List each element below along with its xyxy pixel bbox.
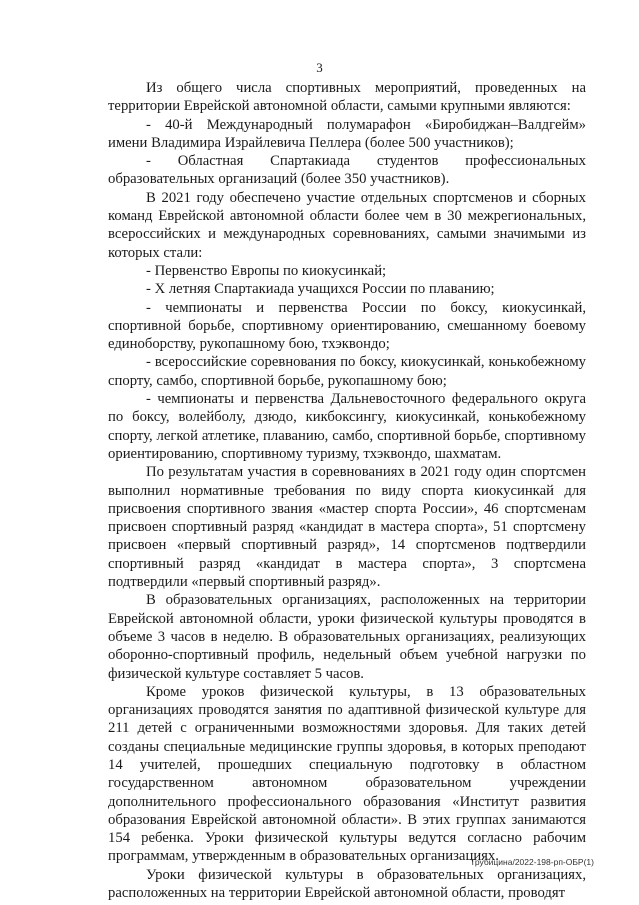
list-item: - Областная Спартакиада студентов профессиональных образовательных организаций (более 350 участников). [108, 153, 586, 188]
list-item: - всероссийские соревнования по боксу, киокусинкай, конькобежному спорту, самбо, спортивной борьбе, рукопашному бою; [108, 354, 586, 389]
list-item: - чемпионаты и первенства Дальневосточного федерального округа по боксу, волейболу, дзюдо, кикбоксингу, киокусинкай, конькобежному спорту, легкой атлетике, плаванию, самбо, спортивной борьбе, спортивному ориентированию, спортивному туризму, тхэквондо, шахматам. [108, 391, 586, 462]
document-footer-code: Трубицина/2022-198-рп-ОБР(1) [470, 857, 594, 867]
document-body [108, 79, 586, 902]
paragraph: Кроме уроков физической культуры, в 13 образовательных организациях проводятся занятия по адаптивной физической культуре для 211 детей с ограниченными возможностями здоровья. Для таких детей созданы специальные медицинские группы здоровья, в которых преподают 14 учителей, прошедших специальную подготовку в областном государственном автономном образовательном учреждении дополнительного профессионального образования «Институт развития образования Еврейской автономной области». В этих группах занимаются 154 ребенка. Уроки физической культуры ведутся согласно рабочим программам, утвержденным в образовательных организациях. [108, 683, 586, 865]
paragraph: Из общего числа спортивных мероприятий, проведенных на территории Еврейской автономной области, самыми крупными являются: [108, 80, 586, 115]
list-item: - чемпионаты и первенства России по боксу, киокусинкай, спортивной борьбе, спортивному ориентированию, смешанному боевому единоборству, рукопашному бою, тхэквондо; [108, 299, 586, 353]
page-number: 3 [316, 60, 323, 75]
paragraph: Уроки физической культуры в образовательных организациях, расположенных на территории Еврейской автономной области, проводят [108, 866, 586, 902]
paragraph: В 2021 году обеспечено участие отдельных спортсменов и сборных команд Еврейской автономной области более чем в 30 межрегиональных, всероссийских и международных соревнованиях, самыми значимыми из которых стали: [108, 189, 586, 261]
list-item: - X летняя Спартакиада учащихся России по плаванию; [146, 281, 495, 298]
list-item: - Первенство Европы по киокусинкай; [146, 262, 387, 279]
list-item: - 40-й Международный полумарафон «Биробиджан–Валдгейм» имени Владимира Израйлевича Пеллера (более 500 участников); [108, 116, 586, 151]
paragraph: По результатам участия в соревнованиях в 2021 году один спортсмен выполнил нормативные требования по виду спорта киокусинкай для присвоения спортивного звания «мастер спорта России», 46 спортсменам присвоен спортивный разряд «кандидат в мастера спорта», 51 спортсмену присвоен «первый спортивный разряд», 14 спортсменов подтвердили спортивный разряд «кандидат в мастера спорта», 3 спортсмена подтвердили «первый спортивный разряд». [108, 464, 586, 591]
paragraph: В образовательных организациях, расположенных на территории Еврейской автономной области, уроки физической культуры проводятся в объеме 3 часов в неделю. В образовательных организациях, реализующих оборонно-спортивный профиль, недельный объем учебной нагрузки по физической культуре составляет 5 часов. [108, 592, 586, 682]
